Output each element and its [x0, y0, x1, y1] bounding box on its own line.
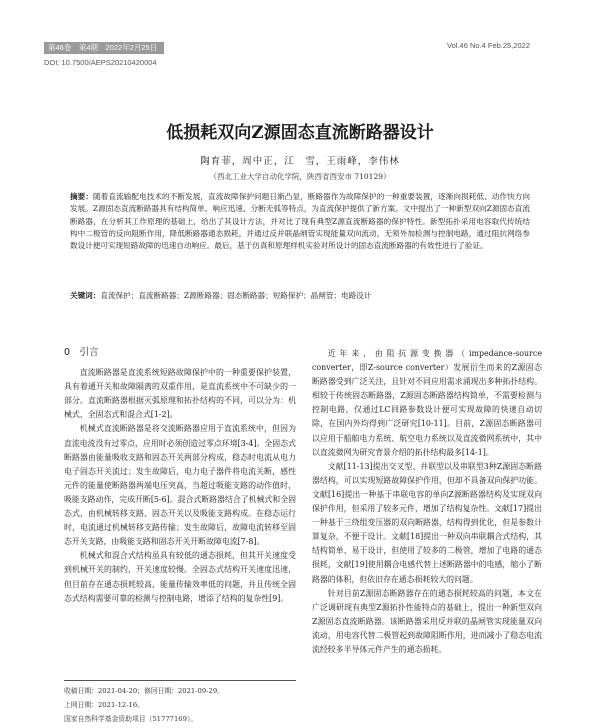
- journal-issue-info: 第46卷 第4期 2022年2月25日: [48, 43, 158, 52]
- keywords-text: 直流保护；直流断路器；Z源断路器；固态断路器；短路保护；晶闸管；电路设计: [100, 291, 372, 300]
- funding: 国家自然科学基金资助项目（51777169）。: [64, 715, 198, 723]
- paragraph: 近年来，由阻抗源变换器（impedance-source converter，即Z-source converter）发展衍生而来的Z源固态断路器受到广泛关注，且针对不同应用需求涌现出多种拓扑结构。相较于传统固态断路器，Z源固态断路器结构简单，不需要检测与控制电路，仅通过LC回路参数设计便可实现故障的快速自动切除，在国内外均得到广泛研究[10-11]。目前，Z源固态断路器可以应用于船舶电力系统、航空电力系统以及直流微网系统中，其中以直流微网为研究背景介绍的拓扑结构最多[14-1]。: [312, 349, 542, 457]
- paragraph: 直流断路器是直流系统短路故障保护中的一种重要保护装置，具有着通开关和故障隔离的双重作用，是直流系统中不可缺少的一部分。直流断路器根据灭弧原理和拓扑结构的不同，可以分为：机械式、全固态式和混合式[1-2]。: [64, 368, 296, 420]
- online-date: 上网日期：2021-12-16。: [64, 701, 144, 709]
- doi: DOI: 10.7500/AEPS20210420004: [44, 58, 157, 67]
- affiliation: （西北工业大学自动化学院，陕西省西安市 710129）: [209, 172, 391, 181]
- paragraph: 机械式直流断路器是将交流断路器应用于直流系统中，但因为直流电流没有过零点，应用时必须创造过零点环境[3-4]。全固态式断路器由能量吸收支路和固态开关两部分构成，稳态时电流从电力电子固态开关流过；发生故障后，电力电子器件将电流关断，感性元件的能量使断路器两端电压突高，当超过吸能支路的动作值时，吸能支路动作，完成开断[5-6]。混合式断路器结合了机械式和全固态式，由机械转移支路、固态开关以及吸能支路构成。在稳态运行时，电流通过机械转移支路传输；发生故障后，故障电流转移至固态开关支路，由吸能支路和固态开关开断故障电流[7-8]。: [64, 424, 296, 547]
- paragraph: 针对目前Z源固态断路器存在的通态损耗较高的问题，本文在广泛调研现有典型Z源拓扑性能特点的基础上，提出一种新型双向Z源固态直流断路器。该断路器采用反并联的晶闸管实现能量双向流动，用电容代替二极管起到故障阻断作用，进而减小了稳态电流流经较多半导体元件产生的通态损耗。: [312, 588, 542, 654]
- abstract-label: 摘要：: [70, 192, 94, 201]
- paragraph: 文献[11-13]提出交叉型、并联型以及串联型3种Z源固态断路器结构，可以实现短路故障保护作用，但却不具备双向保护功能。文献[16]提出一种基于串联电容的单向Z源断路器结构及实现双向保护作用，但采用了较多元件，增加了结构复杂性。文献[17]提出一种基于三绕组变压器的双向断路器，结构得到优化，但是参数计算复杂，不便于设计。文献[18]提出一种双向串联耦合式结构，其结构简单、易于设计，但使用了较多的二极管，增加了电路的通态损耗，文献[19]使用耦合电感代替上述断路器中的电感，缩小了断路器的体积，但依旧存在通态损耗较大的问题。: [312, 461, 542, 584]
- paragraph: 机械式和混合式结构虽具有较低的通态损耗，但其开关速度受到机械开关的制约，开关速度较慢。全固态式结构开关速度迅速，但目前存在通态损耗较高，能量传输效率低的问题，并且传统全固态式结构需要可靠的检测与控制电路，增添了结构的复杂性[9]。: [64, 551, 296, 603]
- keywords-label: 关键词：: [70, 291, 101, 300]
- paper-title: 低损耗双向Z源固态直流断路器设计: [166, 123, 434, 143]
- keywords: [70, 290, 530, 302]
- right-column: [312, 347, 542, 657]
- journal-issue-info-en: Vol.46 No.4 Feb.25,2022: [447, 41, 530, 50]
- abstract-text: 随着直流输配电技术的不断发展，直流故障保护问题日渐凸显，断路器作为故障保护的一种重要装置，逐渐向损耗低、动作快方向发展。Z源固态直流断路器具有结构简单、响应迅速、分断无弧等特点，为直流保护提供了新方案。文中提出了一种新型双向Z源固态直流断路器，在分析其工作原理的基础上，给出了其设计方法，并对比了现有典型Z源直流断路器的保护特性。新型拓扑采用电容取代传统结构中二极管的反向阻断作用，降低断路器通态损耗，并通过反并联晶闸管实现能量双向流动，无须外加检测与控制电路，通过阻抗网络参数设计便可实现短路故障的迅速自动响应。最后，基于仿真和原理样机实验对所设计的固态直流断路器的有效性进行了验证。: [70, 192, 531, 251]
- footnote: [64, 680, 296, 726]
- authors: 陶育菲，周中正，江 雪，王雨峰，李伟林: [200, 156, 400, 167]
- abstract: [70, 191, 530, 252]
- left-column: [64, 346, 296, 606]
- section-heading-introduction: 0 引言: [64, 347, 99, 358]
- received-date: 收稿日期：2021-04-20；修回日期：2021-09-29。: [64, 687, 224, 695]
